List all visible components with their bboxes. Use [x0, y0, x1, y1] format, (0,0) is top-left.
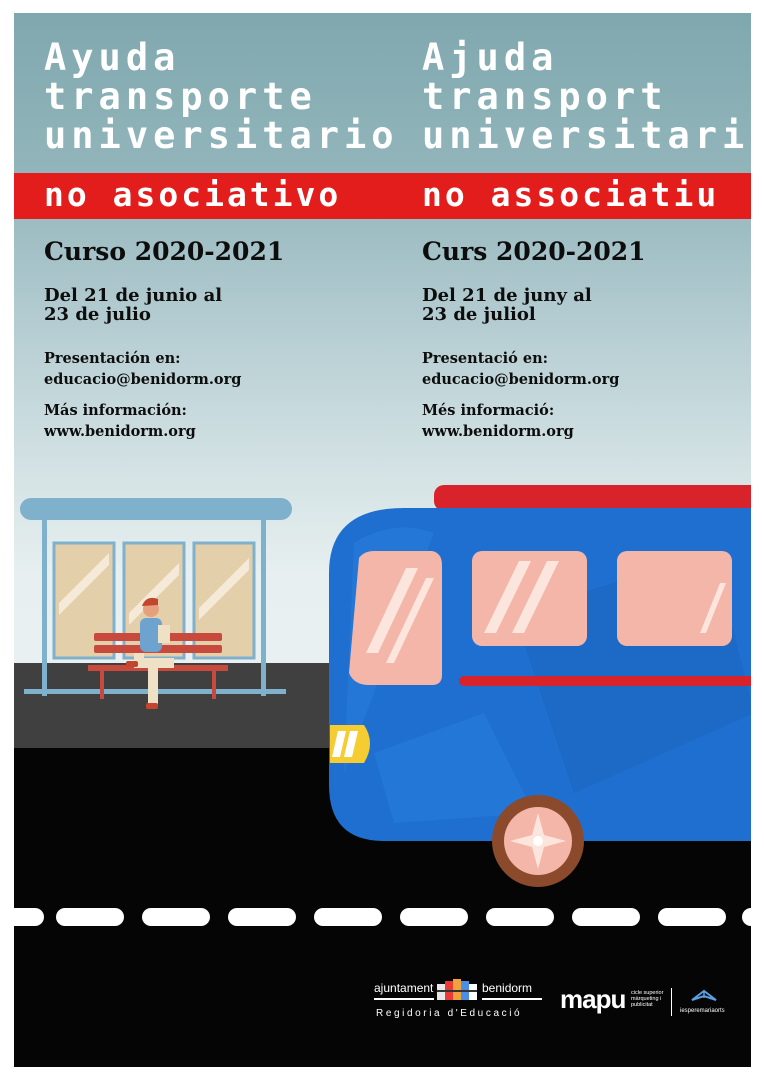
shelter-post-right — [261, 520, 266, 696]
dates-es-line-2: 23 de julio — [44, 304, 151, 325]
book-logo-icon — [690, 988, 718, 1004]
dates-va-line-1: Del 21 de juny al — [422, 285, 592, 306]
logo-divider-right — [482, 998, 542, 1000]
email-va[interactable]: educacio@benidorm.org — [422, 371, 620, 388]
poster — [14, 13, 751, 1067]
title-va-line-3: universitari — [422, 114, 750, 157]
subtitle-va: no associatiu — [422, 175, 720, 214]
course-va: Curs 2020-2021 — [422, 237, 646, 266]
mapu-tagline-3: publicitat — [631, 1002, 653, 1008]
road-lane-markings — [14, 908, 751, 926]
presentation-label-va: Presentació en: — [422, 350, 548, 367]
logo-benidorm-text: benidorm — [482, 981, 533, 995]
school-logo-text: iesperemariaorts — [680, 1008, 725, 1014]
footer-logos — [374, 978, 744, 1028]
subtitle-es: no asociativo — [44, 175, 342, 214]
dates-es-line-1: Del 21 de junio al — [44, 285, 223, 306]
title-va-line-1: Ajuda — [422, 36, 559, 79]
logo-ajuntament-text: ajuntament — [374, 981, 434, 995]
benidorm-logo-icon — [437, 978, 479, 1002]
more-info-label-es: Más información: — [44, 402, 187, 419]
bus-window-front — [349, 551, 442, 685]
logo-divider-left — [374, 998, 434, 1000]
more-info-label-va: Més informació: — [422, 402, 555, 419]
mapu-logo-text: mapu — [560, 984, 626, 1014]
website-va[interactable]: www.benidorm.org — [422, 423, 574, 440]
illustration — [14, 13, 751, 1067]
bus-side-stripe — [459, 676, 751, 686]
title-es-line-1: Ayuda — [44, 36, 181, 79]
mapu-tagline-2: màrqueting i — [631, 996, 662, 1002]
mapu-tagline-1: cicle superior — [631, 990, 664, 996]
bus-roof-stripe — [434, 485, 751, 511]
course-es: Curso 2020-2021 — [44, 237, 285, 266]
bus — [329, 485, 751, 887]
logo-separator — [671, 988, 672, 1016]
shelter-roof — [20, 498, 292, 520]
website-es[interactable]: www.benidorm.org — [44, 423, 196, 440]
title-es-line-2: transporte — [44, 75, 317, 118]
mapu-logo — [560, 984, 625, 1015]
presentation-label-es: Presentación en: — [44, 350, 181, 367]
regidoria-text: Regidoria d'Educació — [376, 1008, 523, 1019]
mapu-tagline — [631, 990, 663, 1008]
shelter-post-left — [42, 520, 47, 696]
email-es[interactable]: educacio@benidorm.org — [44, 371, 242, 388]
dates-va-line-2: 23 de juliol — [422, 304, 536, 325]
title-es-line-3: universitario — [44, 114, 399, 157]
title-va-line-2: transport — [422, 75, 668, 118]
